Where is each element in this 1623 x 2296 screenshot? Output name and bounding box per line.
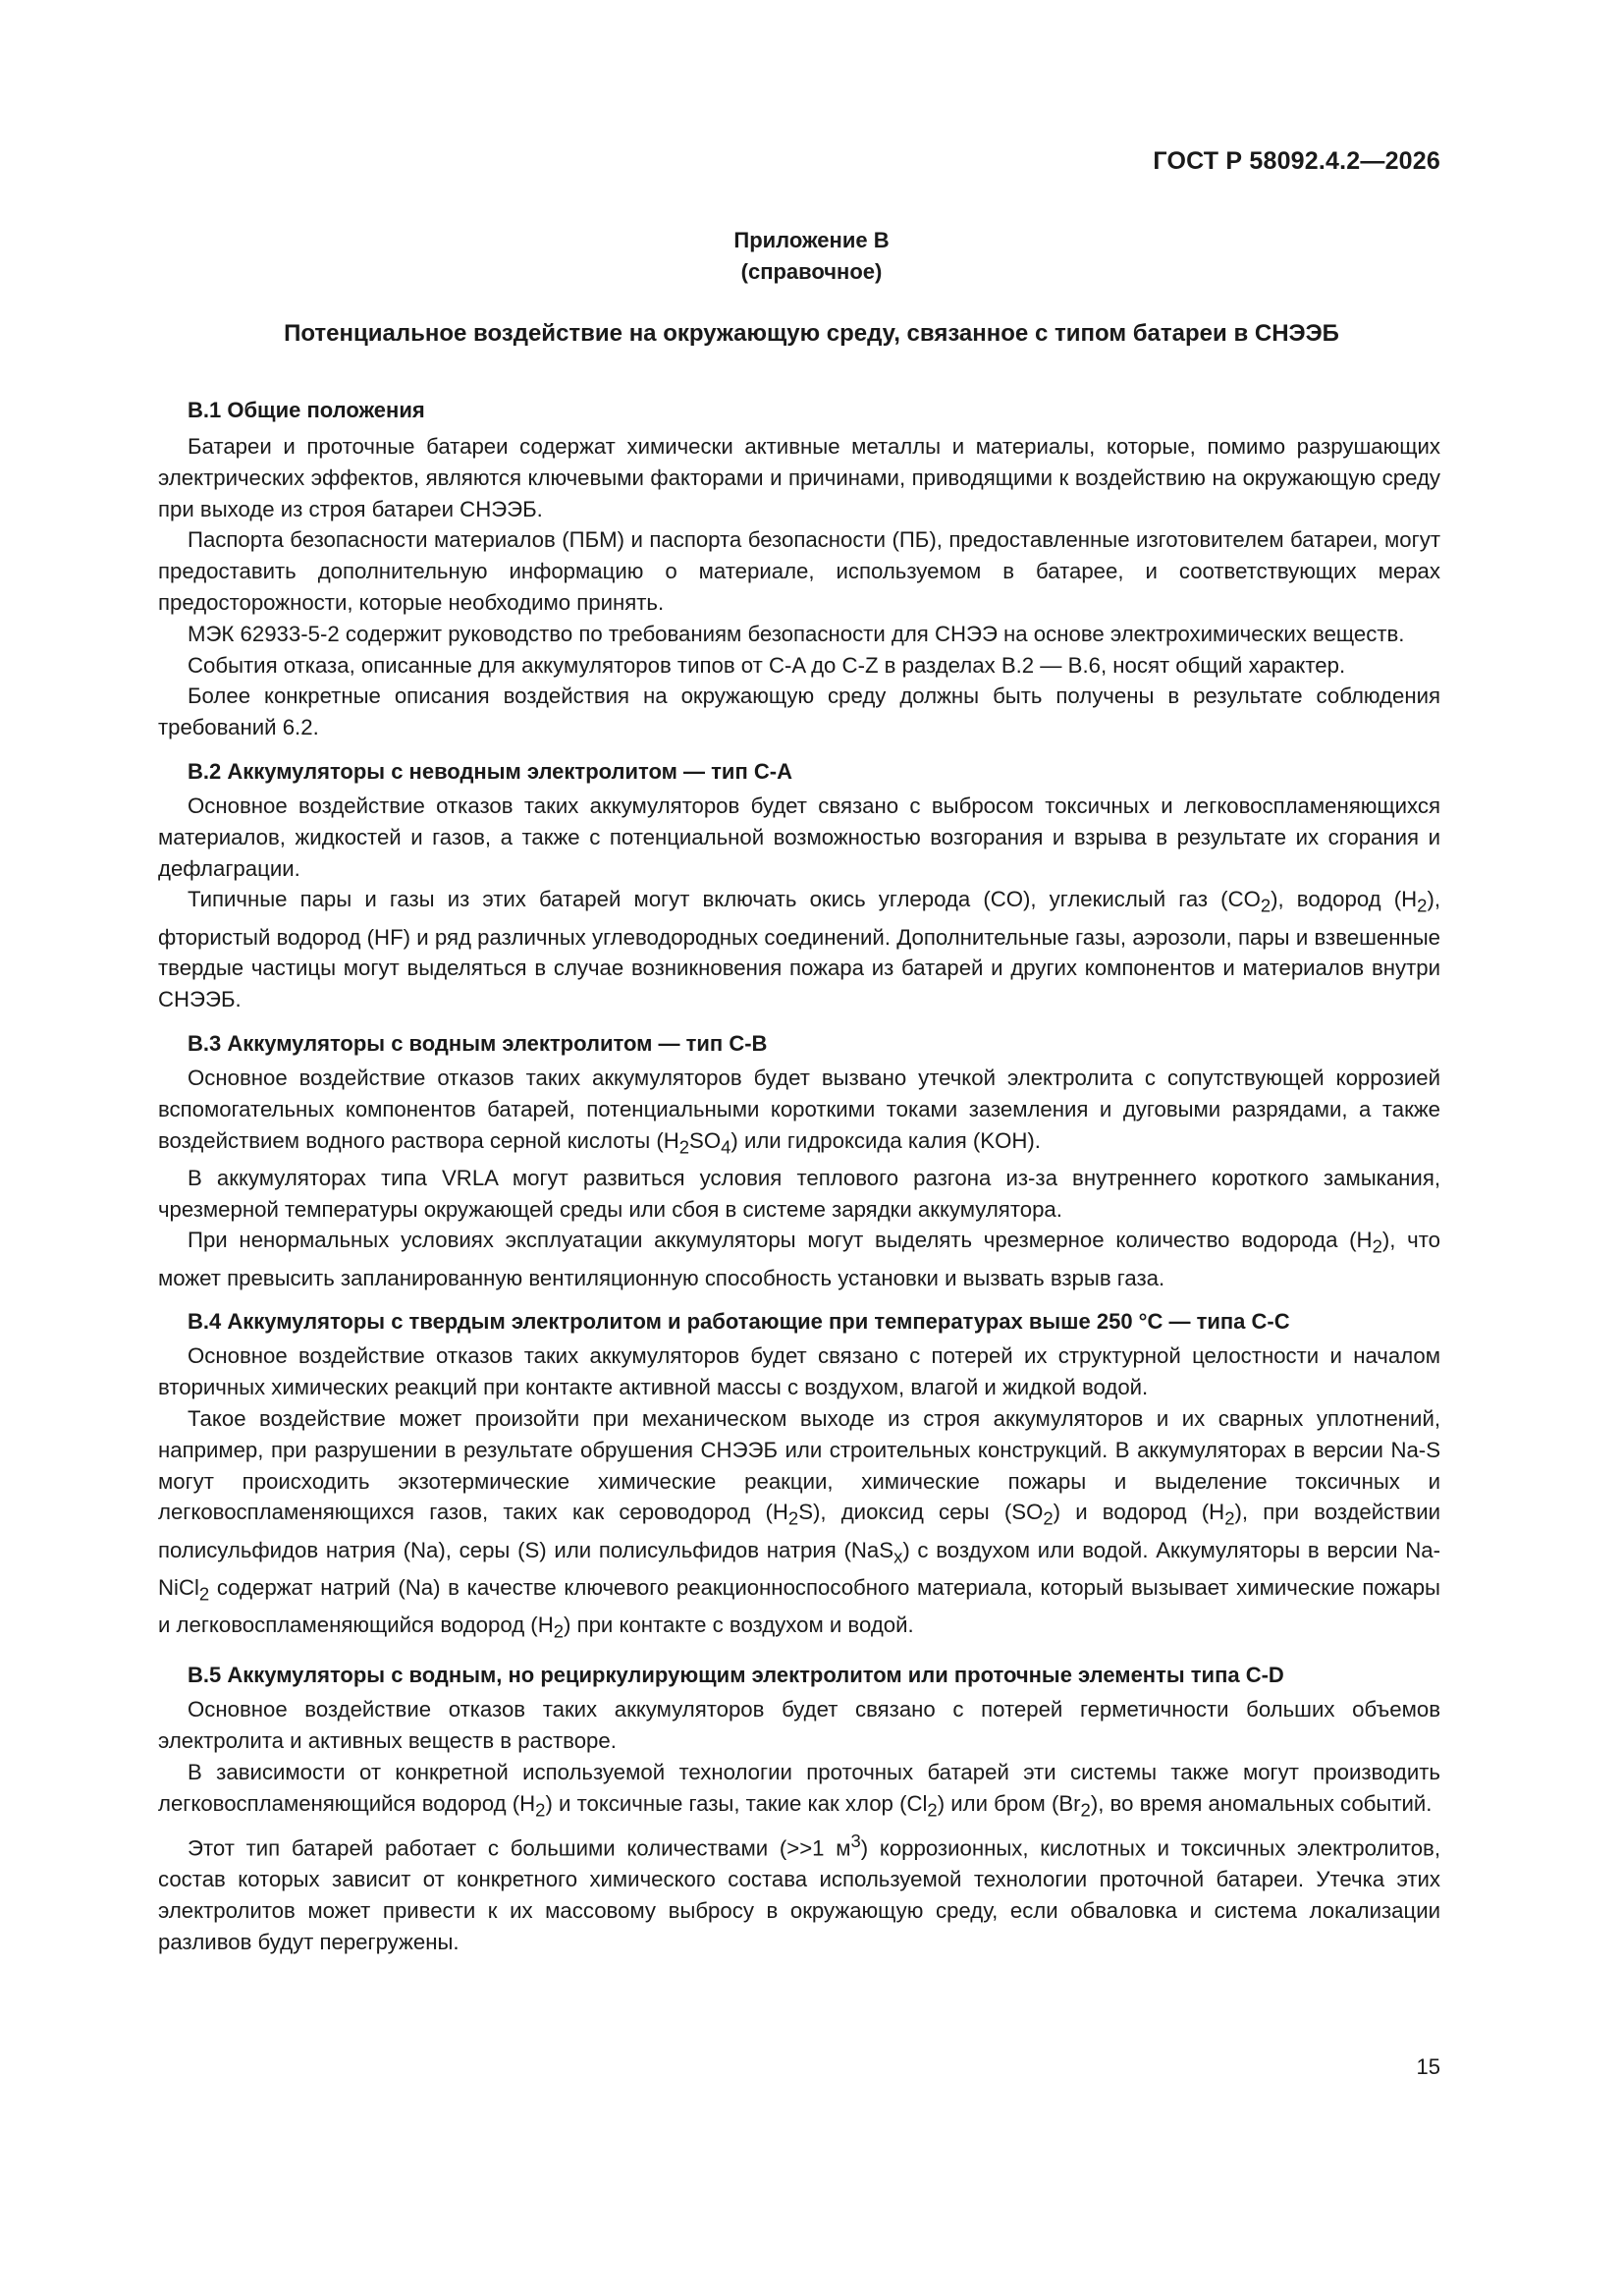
- paragraph: [158, 1063, 1440, 1163]
- subscript: 2: [198, 1583, 210, 1605]
- paragraph: Батареи и проточные батареи содержат химически активные металлы и материалы, которые, помимо разрушающих электрических эффектов, являются ключевыми факторами и причинами, приводящими к воздействию на окружающую среду при выходе из строя батареи СНЭЭБ.: [158, 434, 1440, 521]
- text-run: В зависимости от конкретной используемой технологии проточных батарей эти системы также могут производить легковоспламеняющийся водород (H: [158, 1759, 1440, 1816]
- subscript: 2: [678, 1136, 690, 1158]
- text-run: , диоксид серы (SO: [820, 1500, 1044, 1525]
- subscript: 2: [1043, 1507, 1054, 1529]
- subscript: 2: [535, 1799, 546, 1821]
- text-run: ), во время аномальных событий.: [1090, 1790, 1433, 1816]
- paragraph: [158, 1403, 1440, 1647]
- text-run: ), что может превысить запланированную вентиляционную способность установки и вызвать взрыв газа.: [158, 1228, 1440, 1290]
- text-run: Типичные пары и газы из этих батарей могут включать окись углерода (CO), углекислый газ (CO: [188, 887, 1261, 912]
- text-run: ), водород (H: [1271, 887, 1418, 912]
- annex-title: Приложение В: [733, 228, 890, 252]
- text-run: ) коррозионных, кислотных и токсичных электролитов, состав которых зависит от конкретного химического состава используемой технологии проточной батареи. Утечка этих электролитов может привести к их массовому выбросу в окружающую среду, если обваловка и система локализации разливов будут перегружены.: [158, 1835, 1440, 1954]
- paragraph: Основное воздействие отказов таких аккумуляторов будет связано с выбросом токсичных и легковоспламеняющихся материалов, жидкостей и газов, а также с потенциальной возможностью возгорания и взрыва в результате их сгорания и дефлаграции.: [158, 793, 1440, 881]
- superscript: 3: [850, 1830, 861, 1851]
- subscript: 4: [721, 1136, 731, 1158]
- paragraph: Основное воздействие отказов таких аккумуляторов будет связано с потерей герметичности больших объемов электролита и активных веществ в растворе.: [158, 1697, 1440, 1754]
- section-heading-b4: В.4 Аккумуляторы с твердым электролитом и работающие при температурах выше 250 °С — типа C-C: [188, 1309, 1290, 1335]
- annex-heading: Потенциальное воздействие на окружающую среду, связанное с типом батареи в СНЭЭБ: [284, 320, 1339, 347]
- subscript: 2: [1417, 895, 1428, 916]
- annex-type: (справочное): [740, 259, 883, 284]
- paragraph: [158, 1225, 1440, 1293]
- subscript: 2: [1080, 1799, 1091, 1821]
- text-run: ) при контакте с воздухом и водой.: [564, 1613, 914, 1638]
- subscript: 2: [1224, 1507, 1235, 1529]
- text-run: ) и токсичные газы, такие как хлор (Cl: [545, 1790, 928, 1816]
- paragraph: В аккумуляторах типа VRLA могут развиться условия теплового разгона из-за внутреннего короткого замыкания, чрезмерной температуры окружающей среды или сбоя в системе зарядки аккумулятора.: [158, 1165, 1440, 1222]
- standard-number: ГОСТ Р 58092.4.2—2026: [1153, 147, 1440, 175]
- paragraph: События отказа, описанные для аккумуляторов типов от C-A до C-Z в разделах В.2 — В.6, носят общий характер.: [188, 652, 1346, 678]
- subscript: 2: [553, 1620, 565, 1642]
- subscript: 2: [1260, 895, 1271, 916]
- paragraph: [158, 884, 1440, 1015]
- text-run: ) или бром (Br: [937, 1790, 1081, 1816]
- text-run: Такое воздействие может произойти при механическом выходе из строя аккумуляторов и их сварных уплотнений, например, при разрушении в результате обрушения СНЭЭБ или строительных конструкций. В аккумуляторах в версии Na-S могут происходить экзотермические химические реакции, химические пожары и выделение токсичных и легковоспламеняющихся газов, таких как сероводород (H: [158, 1406, 1440, 1525]
- section-heading-b3: В.3 Аккумуляторы с водным электролитом — тип C-B: [188, 1030, 768, 1056]
- page-number: 15: [1416, 2054, 1440, 2079]
- text-run: ) или гидроксида калия (KOH).: [730, 1127, 1041, 1153]
- text-run: ), при воздействии полисульфидов натрия (Na), серы (S) или полисульфидов натрия (NaS: [158, 1500, 1440, 1562]
- subscript: x: [893, 1546, 903, 1567]
- document-body: [158, 395, 1440, 1958]
- section-heading-b5: В.5 Аккумуляторы с водным, но рециркулирующим электролитом или проточные элементы типа C-D: [188, 1663, 1284, 1688]
- paragraph: МЭК 62933-5-2 содержит руководство по требованиям безопасности для СНЭЭ на основе электрохимических веществ.: [188, 621, 1405, 646]
- section-heading-b1: В.1 Общие положения: [188, 398, 425, 422]
- text-run: ), фтористый водород (HF) и ряд различных углеводородных соединений. Дополнительные газы, аэрозоли, пары и взвешенные твердые частицы могут выделяться в случае возникновения пожара из батарей и других компонентов и материалов внутри СНЭЭБ.: [158, 887, 1440, 1012]
- text-run: Основное воздействие отказов таких аккумуляторов будет вызвано утечкой электролита с сопутствующей коррозией вспомогательных компонентов батарей, потенциальными короткими токами заземления и дуговыми разрядами, а также воздействием водного раствора серной кислоты (H: [158, 1065, 1440, 1153]
- text-run: ) с воздухом или водой. Аккумуляторы в версии Na-NiCl: [158, 1537, 1440, 1600]
- paragraph: Более конкретные описания воздействия на окружающую среду должны быть получены в результате соблюдения требований 6.2.: [158, 683, 1440, 740]
- paragraph: [158, 1757, 1440, 1826]
- subscript: 2: [1372, 1235, 1382, 1257]
- paragraph: [158, 1826, 1440, 1958]
- text-run: содержат натрий (Na) в качестве ключевого реакционноспособного материала, который вызывает химические пожары и легковоспламеняющийся водород (H: [158, 1574, 1440, 1638]
- section-heading-b2: В.2 Аккумуляторы с неводным электролитом — тип C-A: [188, 758, 792, 784]
- paragraph: Паспорта безопасности материалов (ПБМ) и паспорта безопасности (ПБ), предоставленные изготовителем батареи, могут предоставить дополнительную информацию о материале, используемом в батарее, и соответствующих мерах предосторожности, которые необходимо принять.: [158, 527, 1440, 615]
- paragraph: Основное воздействие отказов таких аккумуляторов будет связано с потерей их структурной целостности и началом вторичных химических реакций при контакте активной массы с воздухом, влагой и жидкой водой.: [158, 1343, 1440, 1400]
- text-run: При ненормальных условиях эксплуатации аккумуляторы могут выделять чрезмерное количество водорода (H: [188, 1228, 1373, 1253]
- subscript: 2: [927, 1799, 938, 1821]
- text-run: SO: [689, 1127, 722, 1153]
- text-run: S): [798, 1500, 821, 1525]
- text-run: ) и водород (H: [1053, 1500, 1225, 1525]
- text-run: Этот тип батарей работает с большими количествами (>>1 м: [188, 1835, 851, 1861]
- subscript: 2: [787, 1507, 799, 1529]
